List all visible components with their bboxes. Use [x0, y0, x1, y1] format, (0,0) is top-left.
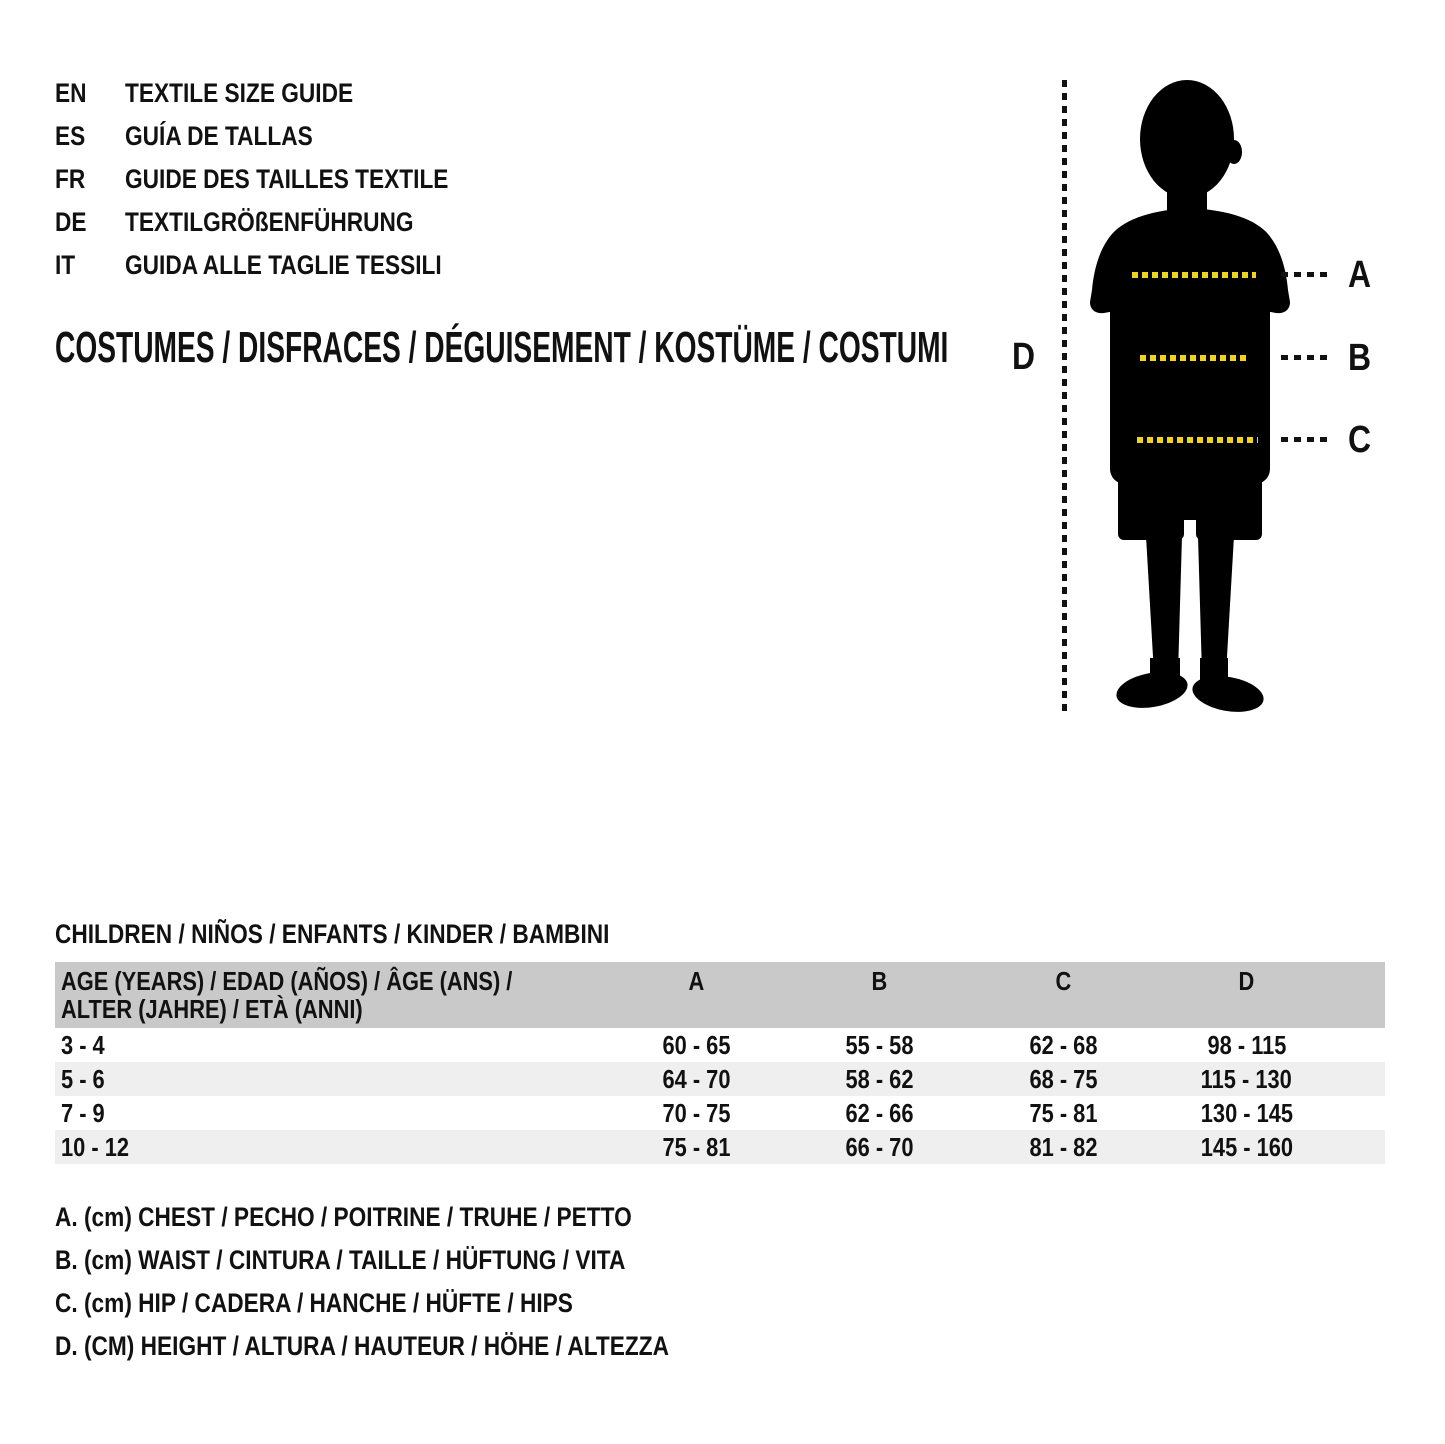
chest-cell: 60 - 65	[662, 1029, 731, 1060]
age-cell: 10 - 12	[61, 1131, 130, 1162]
language-label: GUÍA DE TALLAS	[125, 121, 313, 151]
table-row	[55, 1028, 1385, 1062]
table-row	[55, 1130, 1385, 1164]
category-title: COSTUMES / DISFRACES / DÉGUISEMENT / KOSTÜME / COSTUMI	[55, 323, 949, 372]
language-label: GUIDE DES TAILLES TEXTILE	[125, 164, 449, 194]
language-label: TEXTILGRÖßENFÜHRUNG	[125, 207, 414, 237]
hip-connector-line	[1281, 437, 1333, 442]
height-cell: 115 - 130	[1200, 1063, 1293, 1094]
waist-connector-line	[1281, 355, 1333, 360]
language-row	[55, 158, 510, 201]
language-code: FR	[55, 164, 86, 194]
waist-cell: 62 - 66	[845, 1097, 914, 1128]
language-code: IT	[55, 250, 76, 280]
column-header-a: A	[688, 966, 705, 996]
size-table	[55, 962, 1385, 1164]
column-header-d: D	[1238, 966, 1255, 996]
table-header-row	[55, 962, 1385, 1028]
legend-line: C. (cm) HIP / CADERA / HANCHE / HÜFTE / HIPS	[55, 1288, 573, 1318]
hip-cell: 62 - 68	[1028, 1029, 1097, 1060]
waist-cell: 66 - 70	[845, 1131, 914, 1162]
chest-connector-line	[1281, 272, 1333, 277]
language-row	[55, 201, 510, 244]
language-row	[55, 244, 510, 287]
height-cell: 130 - 145	[1200, 1097, 1293, 1128]
language-label: TEXTILE SIZE GUIDE	[125, 78, 354, 108]
hip-cell: 81 - 82	[1028, 1131, 1097, 1162]
waist-cell: 58 - 62	[845, 1063, 914, 1094]
height-label-d: D	[1012, 336, 1036, 378]
chest-cell: 75 - 81	[662, 1131, 731, 1162]
child-silhouette	[1090, 78, 1290, 718]
language-row	[55, 72, 510, 115]
measure-label-c: C	[1348, 419, 1372, 461]
table-row	[55, 1096, 1385, 1130]
group-title-children: CHILDREN / NIÑOS / ENFANTS / KINDER / BAMBINI	[55, 919, 610, 949]
language-code: ES	[55, 121, 86, 151]
legend-line: B. (cm) WAIST / CINTURA / TAILLE / HÜFTUNG / VITA	[55, 1245, 626, 1275]
language-list	[55, 72, 510, 287]
measure-label-b: B	[1348, 337, 1372, 379]
measurement-legend	[55, 1196, 786, 1368]
measure-label-a: A	[1348, 254, 1372, 296]
column-header-c: C	[1055, 966, 1071, 996]
column-header-b: B	[871, 966, 888, 996]
language-label: GUIDA ALLE TAGLIE TESSILI	[125, 250, 442, 280]
age-column-header: AGE (YEARS) / EDAD (AÑOS) / ÂGE (ANS) / ALTER (JAHRE) / ETÀ (ANNI)	[61, 966, 513, 1024]
hip-cell: 68 - 75	[1028, 1063, 1097, 1094]
height-dotted-line	[1062, 80, 1067, 716]
language-code: DE	[55, 207, 87, 237]
hip-cell: 75 - 81	[1028, 1097, 1097, 1128]
legend-line: A. (cm) CHEST / PECHO / POITRINE / TRUHE / PETTO	[55, 1202, 632, 1232]
age-cell: 7 - 9	[61, 1097, 105, 1128]
age-cell: 3 - 4	[61, 1029, 105, 1060]
waist-cell: 55 - 58	[845, 1029, 914, 1060]
legend-line: D. (CM) HEIGHT / ALTURA / HAUTEUR / HÖHE / ALTEZZA	[55, 1331, 670, 1361]
age-cell: 5 - 6	[61, 1063, 105, 1094]
height-cell: 145 - 160	[1200, 1131, 1293, 1162]
language-row	[55, 115, 510, 158]
chest-cell: 70 - 75	[662, 1097, 731, 1128]
height-cell: 98 - 115	[1207, 1029, 1286, 1060]
chest-cell: 64 - 70	[662, 1063, 731, 1094]
language-code: EN	[55, 78, 87, 108]
table-row	[55, 1062, 1385, 1096]
